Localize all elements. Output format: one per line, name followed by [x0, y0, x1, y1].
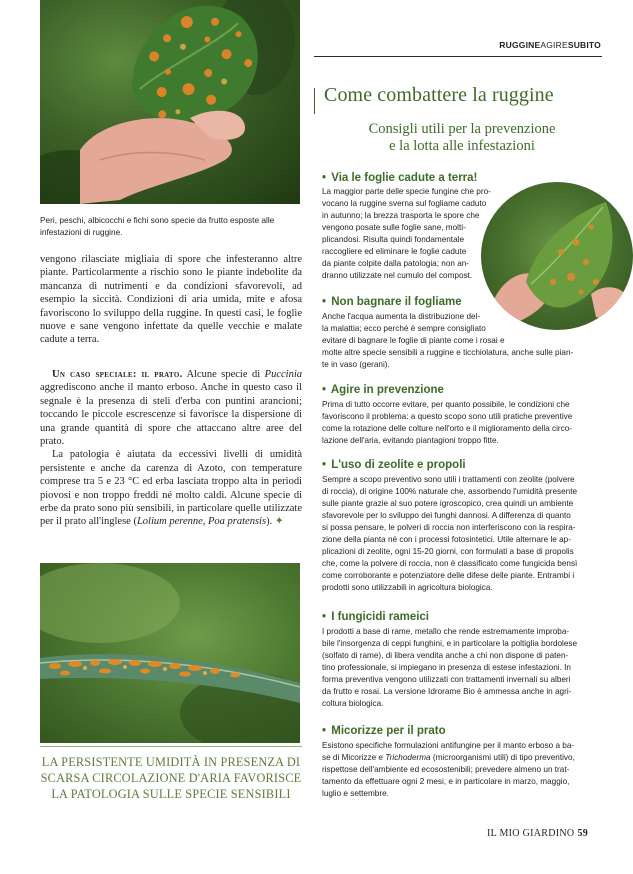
line: Prima di tutto occorre evitare, per quanto possibile, le condizioni che	[322, 400, 570, 409]
line: coltura biologica.	[322, 699, 384, 709]
section-heading-no-wet-foliage	[322, 296, 462, 308]
lawn-text-a: Alcune specie di	[182, 369, 265, 380]
line: di roccia), di origine 100% naturale che, assorbendo l'umidità presente	[322, 487, 578, 497]
line: luglio e settembre.	[322, 789, 389, 799]
section-heading-copper-fungicides	[322, 611, 429, 623]
line: che, come la polvere di roccia, non è classificato come fungicida bensì	[322, 559, 578, 569]
section-heading-prevention	[322, 384, 444, 396]
line: La maggior parte delle specie fungine che pro-	[322, 187, 491, 196]
bullet-icon: •	[322, 459, 327, 471]
subhead-lawn: Un caso speciale: il prato.	[52, 369, 183, 380]
line: bile l'insorgenza di ceppi funghini, e in particolare la poltiglia bordolese	[322, 639, 578, 649]
lawn-special-case	[40, 368, 302, 529]
lawn-text-d: ).	[266, 516, 273, 528]
section-body-fallen-leaves	[322, 186, 491, 282]
puccinia-italic: Puccinia	[264, 369, 302, 380]
line: te in vaso (gerani).	[322, 360, 390, 370]
page-folio	[487, 828, 588, 839]
magazine-name: IL MIO GIARDINO	[487, 828, 575, 839]
line: rispettose dell'ambiente ed ecosostenibili; prevedere almeno un trat-	[322, 765, 570, 775]
trichoderma-italic: Trichoderma	[385, 753, 431, 763]
rusted-leaf-illustration	[40, 0, 300, 204]
subtitle-line-1: Consigli utili per la prevenzione	[368, 121, 556, 137]
bullet-icon: •	[322, 172, 327, 184]
heading-text: Agire in prevenzione	[330, 384, 444, 396]
body-paragraph-1	[40, 253, 302, 347]
article-title: Come combattere la ruggine	[324, 84, 554, 106]
running-header-ruggine: RUGGINE	[499, 40, 541, 50]
section-heading-zeolite	[322, 459, 466, 471]
bullet-icon: •	[322, 384, 327, 396]
section-heading-fallen-leaves	[322, 172, 477, 184]
photo-caption: Peri, peschi, albicocchi e fichi sono specie da frutto esposte alle infestazioni di ruggine.	[40, 215, 275, 237]
line: come la rotazione delle colture nell'orto e il miglioramento della circo-	[322, 424, 573, 434]
lawn-text-c: La patologia è aiutata da eccessivi livelli di umidità persistente e anche da carenza di Azoto, con temperature comprese tra 5 e 23 °C ed erba lasciata troppo alta in periodi piovosi e non troppo freddi né molto caldi. Alcune specie di erbe da prato sono più sensibili, in particolare quelle utilizzate per il prato all'inglese (	[40, 449, 302, 528]
line: evitare di bagnare le foglie di piante come i rosai e	[322, 336, 505, 346]
line: si possa pensare, le polveri di roccia non interferiscono con la respira-	[322, 523, 576, 533]
line: vengono posate sulle foglie sane, molti-	[322, 223, 466, 233]
end-mark-icon: ✦	[274, 516, 284, 528]
line: dranno utilizzate nel cumulo del compost.	[322, 271, 473, 281]
page-number: 59	[577, 828, 589, 839]
section-body-no-wet-foliage	[322, 311, 573, 371]
line: molte altre specie sensibili a ruggine e ticchiolatura, anche sulle pian-	[322, 348, 574, 358]
heading-text: Micorizze per il prato	[331, 725, 446, 737]
line: vocano la ruggine sverna sul fogliame caduto	[322, 199, 487, 209]
line: Esistono specifiche formulazioni antifungine per il manto erboso a ba-	[322, 741, 575, 750]
pullquote: LA PERSISTENTE UMIDITÀ IN PRESENZA DI SCARSA CIRCOLAZIONE D'ARIA FAVORISCE LA PATOLOGIA SULLE SPECIE SENSIBILI	[40, 755, 302, 801]
line: favoriscono il problema: a questo scopo sono utili pratiche preventive	[322, 412, 573, 422]
hand-leaf-photo	[481, 182, 633, 330]
heading-text: I fungicidi rameici	[331, 611, 430, 623]
heading-text: Non bagnare il fogliame	[331, 296, 462, 308]
line: tamento da effettuare ogni 2 mesi, e in particolare in marzo, maggio,	[322, 777, 570, 787]
line: forma preventiva vengono utilizzati con trattamenti invernali su alberi	[322, 675, 571, 685]
running-header-subito: SUBITO	[567, 40, 601, 50]
running-header-agire: AGIRE	[540, 40, 568, 50]
lawn-paragraph	[40, 368, 302, 448]
line: in autunno; la brezza trasporta le spore che	[322, 211, 480, 221]
line: Sempre a scopo preventivo sono utili i trattamenti con zeolite (polvere	[322, 475, 575, 484]
line: I prodotti a base di rame, metallo che rende estremamente improba-	[322, 627, 570, 636]
grass-species-italic: Lolium perenne, Poa pratensis	[136, 516, 267, 528]
section-body-mycorrhizae	[322, 740, 575, 800]
section-body-prevention	[322, 399, 572, 447]
line: (solfato di rame), di libera vendita anche a chi non dispone di paten-	[322, 651, 569, 661]
header-rule	[314, 56, 602, 57]
line: prodotti sono utilizzabili in agricoltura biologica.	[322, 583, 493, 593]
line: come corroborante e potenziatore delle difese delle piante. Entrambi i	[322, 571, 575, 581]
section-heading-mycorrhizae	[322, 725, 446, 737]
line	[322, 752, 575, 764]
pullquote-rule	[40, 746, 302, 747]
line: sfavorevole per lo sviluppo dei funghi dannosi. A differenza di quanto	[322, 511, 571, 521]
line: Anche l'acqua aumenta la distribuzione del-	[322, 312, 481, 321]
rusted-grass-illustration	[40, 563, 300, 743]
rusted-leaf-photo	[40, 0, 300, 204]
line: plicazioni di zeolite, ogni 15-20 giorni, con formulati a base di propolis	[322, 547, 574, 557]
line: tino professionale, si impiegano in presenza di estese infestazioni. In	[322, 663, 571, 673]
bullet-icon: •	[322, 725, 327, 737]
rusted-grass-photo	[40, 563, 300, 743]
line-part: (microorganismi utili) di tipo preventivo,	[430, 753, 575, 763]
bullet-icon: •	[322, 611, 327, 623]
section-body-zeolite	[322, 474, 577, 594]
line: da piante colpite dalla patologia; non an-	[322, 259, 470, 269]
line: sulle piante grazie al suo potere igroscopico, crea quindi un ambiente	[322, 499, 574, 509]
line: lazione dell'aria, evitando piantagioni troppo fitte.	[322, 436, 499, 446]
line: da frutto e rosai. La versione Idrorame Bio è ammessa anche in agri-	[322, 687, 572, 697]
title-rule	[314, 88, 315, 114]
heading-text: L'uso di zeolite e propoli	[331, 459, 466, 471]
heading-text: Via le foglie cadute a terra!	[331, 172, 478, 184]
line: la malattia; ecco perché è sempre consigliato	[322, 324, 486, 334]
bullet-icon: •	[322, 296, 327, 308]
line: raccogliere ed eliminare le foglie cadute	[322, 247, 467, 257]
body-text-continuation: vengono rilasciate migliaia di spore che infesteranno altre piante. Particolarmente a rischio sono le piante indebolite da mancanza di nutrimenti e da condizioni sfavorevoli, ad esempio la siccità. Condizioni di aria umida, mite e afosa favoriscono lo sviluppo della ruggine. In questi casi, le foglie nuove e sane vengono infettate da quelle vecchie e malate cadute a terra.	[40, 254, 302, 346]
line: plicandosi. Risulta quindi fondamentale	[322, 235, 465, 245]
article-subtitle	[320, 121, 604, 155]
lawn-paragraph-2	[40, 448, 302, 528]
section-body-copper-fungicides	[322, 626, 577, 710]
hand-leaf-illustration	[481, 182, 633, 330]
line-part: se di Micorizze e	[322, 753, 386, 763]
running-header	[499, 40, 601, 50]
line: zione della pianta né con i processi fotosintetici. Utile alternare le ap-	[322, 535, 571, 545]
lawn-text-b: aggrediscono anche il manto erboso. Anche in questo caso il segnale è la presenza di steli d'erba con puntini arancioni; toccando le piccole escrescenze si favorisce la dispersione di una grande quantità di spore che attaccano altre aree del prato.	[40, 382, 302, 448]
subtitle-line-2: e la lotta alle infestazioni	[389, 137, 535, 154]
